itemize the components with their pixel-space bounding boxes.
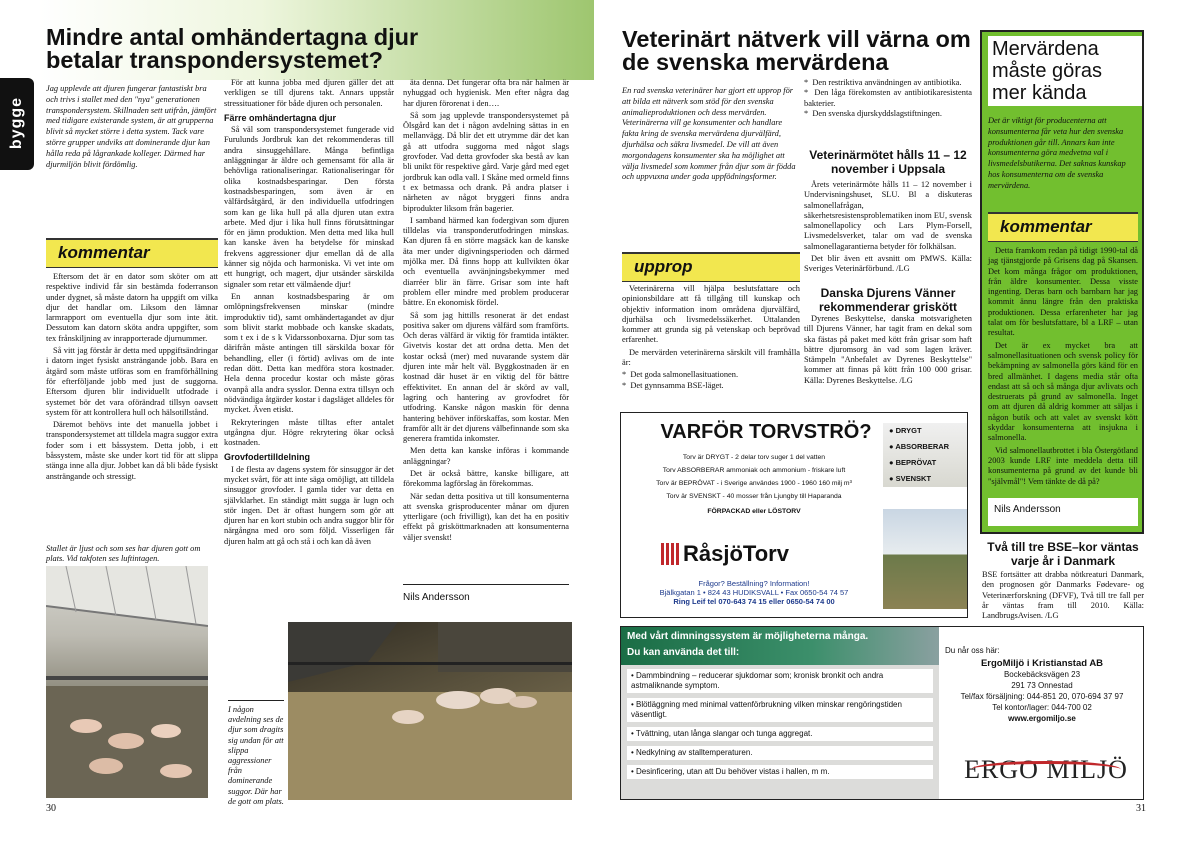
torv-address: Bjälkgatan 1 • 824 43 HUDIKSVALL • Fax 0650-54 74 57 [659,588,849,597]
ergo-ad [620,626,1144,800]
left-intro: Jag upplevde att djuren fungerar fantastiskt bra och trivs i stallet med den "nya" generationen transpondersystem. Skillnaden sett utifrån, jämfört med tidigare existerande system, är att grupperna blivit så mycket större i detta system. Tack vare större grupper undviks att dominerande djur kan hålla reda på lågrankade kolleger. Därmed har djurmiljön blivit fördömlig. [46,84,217,169]
paragraph: Men detta kan kanske införas i kommande anläggningar? [403,446,569,466]
ergo-headline2: Du kan använda det till: [627,647,740,658]
paragraph: I de flesta av dagens system för sinsuggor är det mycket svårt, för att inte säga omöjligt, att tilldela sinsuggor grovfoder. I gamla tider var detta en självklarhet. En ständigt mätt sugga är lugn och stör ingen. Det är oftast hungern som gör att djuren har en kort stubin och andra suggor blir för närgångna med oro som följd. Visserligen får djuren halm att gå och stå i och kan då även [224,464,394,546]
bullet-item: * Det gynnsamma BSE-läget. [622,380,724,390]
ergo-reach: Du når oss här: [945,646,1000,655]
sidebar-signature: Nils Andersson [994,504,1061,515]
right-headline: Veterinärt nätverk vill värna om de svenska mervärdena [622,26,971,75]
sidebar-text [988,246,1138,489]
torv-question: Frågor? Beställning? Information! [698,579,810,588]
left-page-number: 30 [46,803,56,814]
ergo-bullet: • Nedkylning av stalltemperaturen. [627,746,933,760]
torv-packed: FÖRPACKAD eller LÖSTORV [707,508,801,515]
ergo-header [621,627,939,665]
torv-checks [883,423,968,487]
torv-title: VARFÖR TORVSTRÖ? [660,421,872,443]
paragraph: äta denna. Det fungerar ofta bra när halmen är nyhuggad och hygienisk. Men efter några dag har djuren förorenat i den…. [403,78,569,108]
subheading: Färre omhändertagna djur [224,112,337,123]
right-page-number: 31 [1136,803,1146,814]
bullet-item: * Den restriktiva användningen av antibiotika. [804,78,962,87]
ergo-logo [961,755,1131,785]
paragraph: De mervärden veterinärerna särskilt vill framhålla är: [622,347,800,368]
paragraph: Så som jag upplevde transpondersystemet på Ölsgård kan det i någon avdelning sättas in en mellanvägg. Då blir det ett utrymme där det kan gå att utfodra suggorna med något slags grovfoder. Vad detta grovfoder ska bestå av kan bli unikt för respektive gård. Varje gård med eget jordbruk kan odla vall. I Skåne med ormeld finns t ex betmassa och drank. På andra platser i närheten av något bryggeri finns andra biprodukter liksom från bagerier. [403,110,569,213]
torv-lines [629,451,879,518]
bullet-item: * Den svenska djurskyddslagstiftningen. [804,108,942,118]
ergo-tel2: Tel kontor/lager: 044-700 02 [992,703,1092,712]
torv-contact [629,579,879,606]
side-tab [0,78,34,170]
paragraph: Det är också bättre, kanske billigare, att förekomma lagförslag än förekommas. [403,468,569,489]
paragraph: I samband härmed kan fodergivan som djuren tilldelas via transponderutfodringen minskas. Kan djuren få en större magsäck kan de kanske äta mer under digivningsperioden och därmed mjölka mer. Då finns hopp att kullvikten ökar och eventuella avvänjningsbekymmer med diarréer blir än färre. Grisar som inte haft problem eller mindre med problem producerar bättre. En ekonomisk fördel. [403,215,569,308]
left-page [0,0,592,842]
left-signature: Nils Andersson [403,592,470,603]
paragraph: Eftersom det är en dator som sköter om att respektive individ får sin bestämda foderranson under dygnet, så måste datorn ha uppgift om vilka djur det handlar om. Liksom den lämnar larmrapport om eventuella djur som inte ätit. Dessutom kan datorn sköta andra uppgifter, som tex frånskiljning av inrapporterade djurnummer. [46,272,218,343]
ergo-bullet: • Blötläggning med minimal vattenförbrukning vilken minskar rengöringstiden väsentligt. [627,698,933,722]
torv-line: Torv är SVENSKT - 40 mosser från Ljungby till Haparanda [666,493,842,500]
barn-photo [46,566,208,798]
left-banner [46,238,218,268]
right-page [596,0,1191,842]
right-col1 [622,284,800,391]
right-intro: En rad svenska veterinärer har gjort ett upprop för att bilda ett nätverk som stöd för den svenska animalieproduktionen och dess mervärden. Veterinärerna vill ge konsumenter och handlare fakta kring de svenska mervärdena djurvälfärd, djurhälsa och säkra livsmedel. De vill att även morgondagens konsumenter ska ha möjlighet att välja livsmedel som kommer från djur som är födda och uppvuxna under goda uppfödningsformer. [622,86,796,182]
right-col2 [804,78,972,119]
ergo-city: 291 73 Onnestad [1011,681,1073,690]
ergo-bullet: • Desinficering, utan att Du behöver vistas i hallen, m m. [627,765,933,779]
torv-ad [620,412,968,618]
bog-photo [883,509,967,609]
left-banner-label: kommentar [58,243,150,262]
sidebar-box [980,30,1144,534]
torv-line: Torv är DRYGT - 2 delar torv suger 1 del vatten [682,454,826,461]
photo2-caption: I någon avdelning ses de djur som dragits sig undan för att slippa aggressioner från dominerande suggor. Där har de gott om plats. [228,700,284,807]
right-banner-label: upprop [634,257,693,276]
bullet-item: * Det goda salmonellasituationen. [622,370,739,380]
torv-line: Torv ABSORBERAR ammoniak och ammonium - friskare luft [662,467,846,474]
left-col2 [224,78,394,549]
torv-phone: Ring Leif tel 070-643 74 15 eller 0650-54 74 00 [673,597,835,606]
paragraph: Det är ex mycket bra att salmonellasituationen och svensk policy för bekämpning av salmonella görs känd för en bred allmänhet. I dagens media står ofta endast att så och så många djur avlivats och destruerats på grund av salmonella. Inget om att djuren då aldrig kommer att säljas i någon butik och att valet av svenskt kött skyddar konsumenterna att insjukna i salmonella. [988,340,1138,443]
ergo-bullet: • Tvättning, utan långa slangar och tunga aggregat. [627,727,933,741]
torv-logo-icon [661,543,679,565]
danska-text [804,314,972,388]
ergo-contact [943,645,1141,724]
ergo-logo-text: ERGO MILJÖ [964,755,1128,784]
meeting-heading: Veterinärmötet hålls 11 – 12 november i Uppsala [809,148,967,176]
paragraph: Rekryteringen måste tilltas efter antalet utgångna djur. Högre rekrytering ökar också kostnaden. [224,417,394,448]
dot-icon: ● [889,458,896,467]
paragraph: Detta framkom redan på tidigt 1990-tal då jag tjänstgjorde på Grisens dag på Skansen. Det kom många frågor om produktionen, från äldre konsumenter. Dessa visste ingenting. Deras barn och barnbarn har jag kommit ännu längre från den praktiska produktionen. Dessa erfarenheter har jag talat om för beslutsfattare, bl a LRF – utan resultat. [988,246,1138,338]
dot-icon: ● [889,426,896,435]
check-item: ● SVENSKT [889,474,932,483]
sidebar-headline: Mervärdena måste göras mer kända [988,36,1142,106]
sidebar-banner [988,212,1138,242]
paragraph: Årets veterinärmöte hålls 11 – 12 november i Undervisningshuset, SLU. Bl a diskuteras salmonellafrågan, säkerhetsresistensproblematiken inom EU, svensk salmonellapolicy och Lars Plym-Forsell, Livsmedelsverket, talar om vad de svenska salmonellagarantierna betyder för folkhälsan. [804,180,972,251]
paragraph: Vid salmonellautbrottet i bla Östergötland 2003 kunde LRF inte meddela detta till konsumenterna på grund av det kunde bli "självmål"! Vem tänkte de då på? [988,445,1138,486]
ergo-web: www.ergomiljo.se [1008,714,1076,723]
left-col1 [46,272,218,484]
right-banner [622,252,800,282]
meeting-text [804,180,972,277]
signature-rule [403,584,569,585]
paragraph: Dyrenes Beskyttelse, danska motsvarigheten till Djurens Vänner, har tagit fram en dekal som ska fästas på paket med kött från grisar som haft bättre djuromsorg än vad som lagen kräver. Stämpeln "Anbefalet av Dyrenes Beskyttelse" kommer att finnas på kött från 100 000 grisar. Källa: Dyrenes Beskyttelse. /LG [804,314,972,385]
sidebar-signature-box [988,498,1138,526]
paragraph: Veterinärerna vill hjälpa beslutsfattare och opinionsbildare att få tillgång till kunskap och objektiv information inom områdena djurvälfärd, djurhälsa och livsmedelssäkerhet. Uttalanden kommer att grunda sig på vetenskap och beprövad erfarenhet. [622,284,800,345]
ergo-company: ErgoMiljö i Kristianstad AB [980,658,1104,669]
dot-icon: ● [889,442,896,451]
paragraph: En annan kostnadsbesparing är om omlöpningsfrekvensen minskar (mindre improduktiv tid), samt omhändertagandet av djur som blivit starkt mobbade och kanske skadats, som t ex i de s k Vidarssonboxarna. Djur som tas därifrån måste antingen till särskilda boxar för behandling, eller (i förtid) avlivas om de inte redan dött. Detta kan medföra stora kostnader. Hela denna procedur kostar och måste göras ovanpå alla andra sysslor. Denna extra tillsyn och nödvändiga åtgärder kostar i dagsläget alldeles för mycket. Även etiskt. [224,291,394,415]
left-headline: Mindre antal omhändertagna djur betalar transpondersystemet? [46,24,419,73]
ergo-bullets [627,669,933,779]
ergo-tel: Tel/fax försäljning: 044-851 20, 070-694 37 97 [960,692,1124,701]
ergo-street: Bockebäcksvägen 23 [1003,670,1081,679]
dot-icon: ● [889,474,896,483]
check-item: ● BEPRÖVAT [889,458,937,467]
left-col3 [403,78,569,545]
paragraph: Så väl som transpondersystemet fungerade vid Furulunds Jordbruk kan det rekommenderas till andra sinsuggehållare. Många befintliga anläggningar är äldre och gemensamt för alla är behövliga rationaliseringar. Rationaliseringar för olika kostnadsbesparingar. Den första kostnadsbesparingen, som även är en välfärdsåtgärd, är den individuella utfodringen som kan ge lika hull på alla djuren utan extra arbete. Med djur i lika hull finns förutsättningar för en jämn produktion. Men detta med lika hull kan kanske även ha betydelse för minskad frekvens aggressioner djur emellan då de alla känner sig nöjda och harmoniska. Vi vet inte om ett hungrigt, och magert, djur utsänder särskilda signaler som retar ett välmående djur! [224,125,394,289]
ergo-headline1: Med vårt dimningssystem är möjligheterna många. [627,631,869,642]
paragraph: Däremot behövs inte det manuella jobbet i transpondersystemet att tilldela magra suggor extra foder som i ett båssystem. Detta jobb, i ett båssystem, måste ske under kort tid för att slippa stänga inne alla djur. Jobbet kan då bli både fysiskt ansträngande och stressigt. [46,420,218,481]
paragraph: Så vitt jag förstår är detta med uppgiftsändringar i datorn inget fysiskt ansträngande jobb. Bara en åtgärd som måste utföras som en framförhållning för efterföljande jobb med just de suggorna. Eftersom djuren blir individuellt utfodrade i systemet bör det vara oförändrad tillsyn oavsett system för att kontrollera hull och hälsotillstånd. [46,346,218,417]
torv-brand: RåsjöTorv [661,541,861,567]
subheading: Grovfodertilldelning [224,452,311,463]
torv-line: Torv är BEPRÖVAT - i Sverige användes 1900 - 1960 160 milj m³ [656,480,852,487]
bse-heading: Två till tre BSE–kor väntas varje år i Danmark [987,540,1139,568]
danska-heading: Danska Djurens Vänner rekommenderar griskött [818,286,958,314]
paragraph: När sedan detta positiva ut till konsumenterna att svenska grisproducenter månar om djuren ytterligare (och frivilligt), kan det ha en positiv effekt på grisköttmarknaden att konsumenterna väljer svenskt! [403,491,569,542]
photo1-caption: Stallet är ljust och som ses har djuren gott om plats. Vid takfoten ses luftintagen. [46,544,201,564]
sidebar-intro: Det är viktigt för producenterna att konsumenterna får veta hur den svenska produktionen går till. Annars kan inte konsumenterna göra medvetna val i livsmedelsbutikerna. Det saknas kunskap hos konsumenterna om de svenska mervärdena. [988,116,1126,190]
paragraph: För att kunna jobba med djuren gäller det att verkligen se till djurens takt. Annars uppstår stressituationer för både djuren och personalen. [224,78,394,108]
sidebar-banner-label: kommentar [1000,217,1092,236]
side-tab-label: bygge [8,96,25,150]
check-item: ● DRYGT [889,426,922,435]
paragraph: Det blir även ett avsnitt om PMWS. Källa: Sveriges Veterinärförbund. /LG [804,254,972,274]
pigs-photo [288,622,572,800]
bse-text: BSE fortsätter att drabba nötkreaturi Danmark, den prognosen gör Danmarks Fødevare- og Veterinærforskning (DFVF), Två till tre fall per år väntas fram till 2010. Källa: LandbrugsAvisen. /LG [982,570,1144,621]
ergo-bullet: • Dammbindning – reducerar sjukdomar som; kronisk bronkit och andra astmaliknande symptom. [627,669,933,693]
paragraph: Så som jag hittills resonerat är det endast positiva saker om djurens välfärd som framförts. Och deras välfärd är viktig för framtida intäkter. Givetvis kostar det att ordna detta. Men det kostar också (mer) med nuvarande system där djuren inte mår helt väl. Byggkostnaden är en kostnad där huset är en viktig del för bättre effektivitet. En annan del är skörd av vall, lagring och hantering av grovfodret för utfodring. Kanske någon maskin för denna hantering behöver införskaffas, som kostar. Men framför allt är det djurens välbefinnande som ska generera framtida inkomster. [403,310,569,444]
check-item: ● ABSORBERAR [889,442,950,451]
ergo-swoosh-icon [971,761,1121,778]
bullet-item: * Den låga förekomsten av antibiotikaresistenta bakterier. [804,88,972,108]
